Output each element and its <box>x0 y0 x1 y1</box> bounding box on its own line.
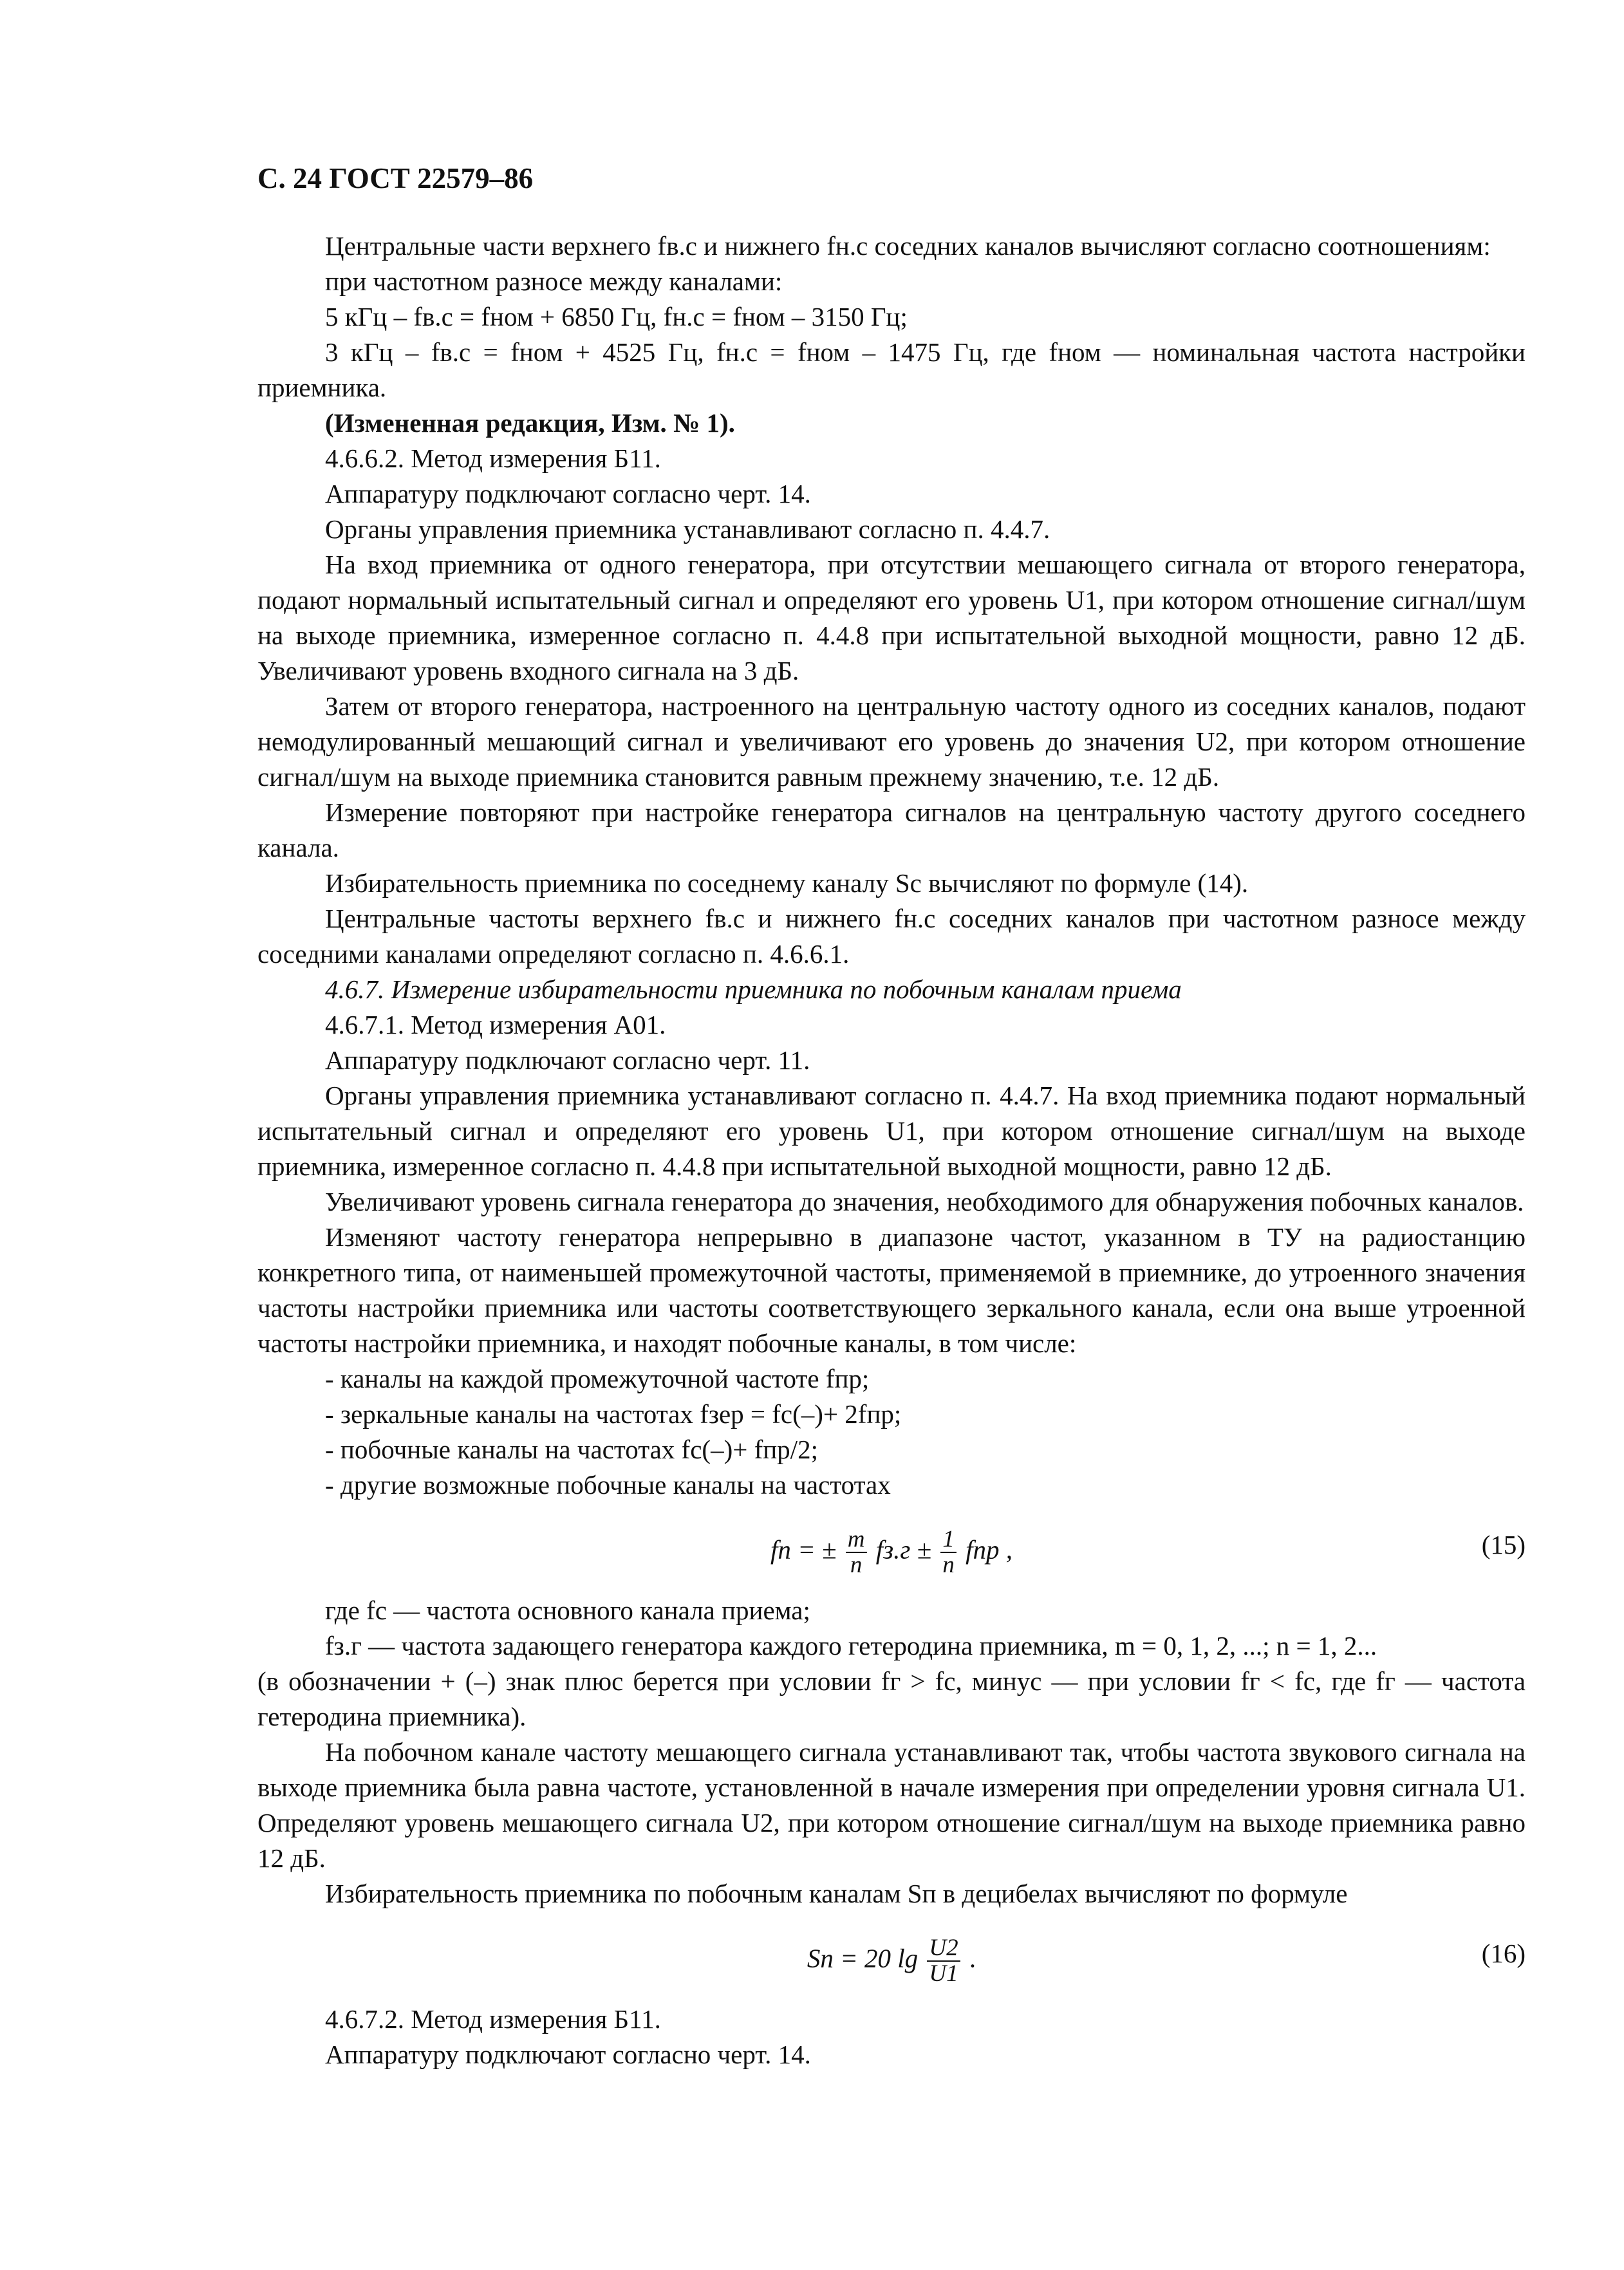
paragraph: На вход приемника от одного генератора, при отсутствии мешающего сигнала от второго генератора, подают нормальный испытательный сигнал и определяют его уровень U1, при котором отношение сигнал/шум на выходе приемника, измеренное согласно п. 4.4.8 при испытательной выходной мощности, равно 12 дБ. Увеличивают уровень входного сигнала на 3 дБ. <box>257 550 1526 685</box>
paragraph: Измерение повторяют при настройке генератора сигналов на центральную частоту другого соседнего канала. <box>257 797 1526 862</box>
formula-fraction <box>940 1527 957 1577</box>
paragraph: Избирательность приемника по соседнему каналу Sс вычисляют по формуле (14). <box>325 868 1249 898</box>
list-item: - зеркальные каналы на частотах fзер = fc(–)+ 2fпр; <box>325 1399 902 1429</box>
formula-fraction <box>846 1527 867 1577</box>
section-heading: 4.6.7.2. Метод измерения Б11. <box>325 2004 661 2034</box>
paragraph: при частотном разносе между каналами: <box>325 266 783 296</box>
paragraph: 3 кГц – fв.с = fном + 4525 Гц, fн.с = fном – 1475 Гц, где fном — номинальная частота настройки приемника. <box>257 337 1526 402</box>
list-item: - побочные каналы на частотах fc(–)+ fпр/2; <box>325 1435 818 1464</box>
formula-body <box>257 1936 1526 1986</box>
paragraph: 5 кГц – fв.с = fном + 6850 Гц, fн.с = fном – 3150 Гц; <box>325 302 908 331</box>
paragraph: Изменяют частоту генератора непрерывно в диапазоне частот, указанном в ТУ на радиостанцию конкретного типа, от наименьшей промежуточной частоты, применяемой в приемнике, до утроенного значения частоты настройки приемника или частоты соответствующего зеркального канала, если она выше утроенной частоты настройки приемника, и находят побочные каналы, в том числе: <box>257 1222 1526 1358</box>
section-heading: 4.6.6.2. Метод измерения Б11. <box>325 443 661 473</box>
paragraph: Органы управления приемника устанавливают согласно п. 4.4.7. <box>325 514 1050 544</box>
page-header: С. 24 ГОСТ 22579–86 <box>257 162 534 194</box>
paragraph: Аппаратуру подключают согласно черт. 14. <box>325 479 811 508</box>
formula-body <box>257 1527 1526 1577</box>
paragraph: Аппаратуру подключают согласно черт. 14. <box>325 2040 811 2069</box>
formula-rhs: fпр , <box>966 1534 1013 1565</box>
fraction-numerator: m <box>846 1527 867 1553</box>
amendment-note: (Измененная редакция, Изм. № 1). <box>325 408 735 438</box>
paragraph: Затем от второго генератора, настроенного на центральную частоту одного из соседних каналов, подают немодулированный мешающий сигнал и увеличивают его уровень до значения U2, при котором отношение сигнал/шум на выходе приемника становится равным прежнему значению, т.е. 12 дБ. <box>257 691 1526 792</box>
formula-16 <box>257 1918 1526 1995</box>
fraction-denominator: n <box>850 1552 863 1578</box>
section-heading: 4.6.7.1. Метод измерения А01. <box>325 1010 666 1039</box>
formula-fraction <box>927 1936 960 1986</box>
fraction-denominator: U1 <box>929 1960 958 1987</box>
list-item: - другие возможные побочные каналы на частотах <box>325 1470 891 1500</box>
fraction-numerator: 1 <box>940 1527 957 1553</box>
paragraph: Центральные частоты верхнего fв.с и нижнего fн.с соседних каналов при частотном разносе между соседними каналами определяют согласно п. 4.6.6.1. <box>257 904 1526 969</box>
paragraph: (в обозначении + (–) знак плюс берется при условии fг > fс, минус — при условии fг < fс, где fг — частота гетеродина приемника). <box>257 1666 1526 1731</box>
paragraph: fз.г — частота задающего генератора каждого гетеродина приемника, m = 0, 1, 2, ...; n = 1, 2... <box>325 1631 1377 1661</box>
document-page <box>257 161 1526 2072</box>
fraction-numerator: U2 <box>927 1936 960 1962</box>
formula-number: (15) <box>1481 1530 1526 1559</box>
paragraph: На побочном канале частоту мешающего сигнала устанавливают так, чтобы частота звукового сигнала на выходе приемника была равна частоте, установленной в начале измерения при определении уровня сигнала U1. Определяют уровень мешающего сигнала U2, при котором отношение сигнал/шум на выходе приемника равно 12 дБ. <box>257 1737 1526 1873</box>
formula-term: fз.г ± <box>875 1534 932 1565</box>
paragraph: Органы управления приемника устанавливают согласно п. 4.4.7. На вход приемника подают нормальный испытательный сигнал и определяют его уровень U1, при котором отношение сигнал/шум на выходе приемника, измеренное согласно п. 4.4.8 при испытательной выходной мощности, равно 12 дБ. <box>257 1081 1526 1181</box>
formula-rhs: . <box>969 1943 976 1973</box>
formula-15 <box>257 1509 1526 1586</box>
fraction-denominator: n <box>942 1552 955 1578</box>
formula-number: (16) <box>1481 1939 1526 1968</box>
section-heading: 4.6.7. Измерение избирательности приемника по побочным каналам приема <box>325 974 1182 1004</box>
list-item: - каналы на каждой промежуточной частоте fпр; <box>325 1364 870 1393</box>
paragraph: где fс — частота основного канала приема; <box>325 1596 810 1625</box>
paragraph: Увеличивают уровень сигнала генератора до значения, необходимого для обнаружения побочных каналов. <box>325 1187 1524 1216</box>
formula-lhs: fп = ± <box>770 1534 837 1565</box>
paragraph: Избирательность приемника по побочным каналам Sп в децибелах вычисляют по формуле <box>325 1879 1348 1908</box>
paragraph: Центральные части верхнего fв.с и нижнего fн.с соседних каналов вычисляют согласно соотношениям: <box>325 231 1491 261</box>
paragraph: Аппаратуру подключают согласно черт. 11. <box>325 1045 810 1075</box>
formula-lhs: Sп = 20 lg <box>807 1943 919 1973</box>
